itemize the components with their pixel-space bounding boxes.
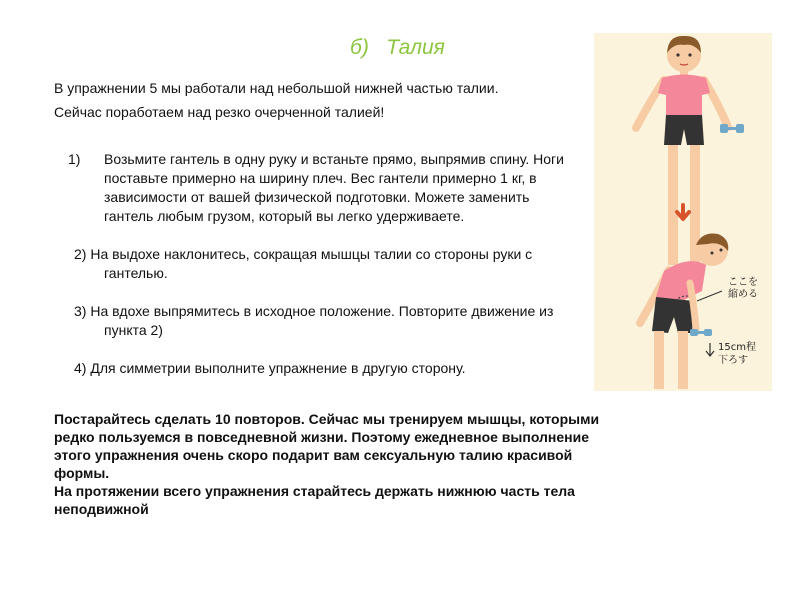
bending-figure (640, 233, 728, 389)
step-3: 3) На вдохе выпрямитесь в исходное положение. Повторите движение из пункта 2) (74, 303, 554, 338)
summary-paragraph-1: Постарайтесь сделать 10 повторов. Сейчас мы тренируем мышцы, которыми редко пользуемся в повседневной жизни. Поэтому ежедневное выполнение этого упражнения очень скоро подарит вам сексуальную талию красивой формы. (54, 411, 600, 481)
step-1-number: 1) (68, 151, 81, 167)
exercise-illustration (594, 33, 772, 391)
summary-paragraph-2: На протяжении всего упражнения старайтесь держать нижнюю часть тела неподвижной (54, 483, 575, 517)
label-here-line1: ここを (728, 277, 758, 288)
step-1 (54, 150, 584, 226)
down-arrow-icon (677, 205, 689, 219)
standing-figure (636, 36, 744, 265)
intro-line-1: В упражнении 5 мы работали над небольшой нижней частью талии. (54, 80, 499, 96)
summary-text (54, 410, 614, 518)
exercise-figure-drawing (594, 33, 772, 391)
label-here-line2: 縮める (728, 289, 758, 300)
page-title: б) Талия (350, 36, 445, 59)
step-4: 4) Для симметрии выполните упражнение в другую сторону. (74, 360, 466, 376)
dumbbell-icon (720, 124, 744, 133)
step-1-text: Возьмите гантель в одну руку и встаньте прямо, выпрямив спину. Ноги поставьте примерно на ширину плеч. Вес гантели примерно 1 кг, в зависимости от вашей физической подготовки. Можете заменить гантель любым грузом, который вы легко удерживаете. (104, 151, 564, 224)
step-2: 2) На выдохе наклонитесь, сокращая мышцы талии со стороны руки с гантелью. (74, 246, 533, 281)
label-down-line1: 15cm程 (718, 342, 756, 353)
instruction-list (54, 150, 584, 378)
intro-line-2: Сейчас поработаем над резко очерченной талией! (54, 104, 385, 120)
label-down-line2: 下ろす (718, 355, 748, 366)
